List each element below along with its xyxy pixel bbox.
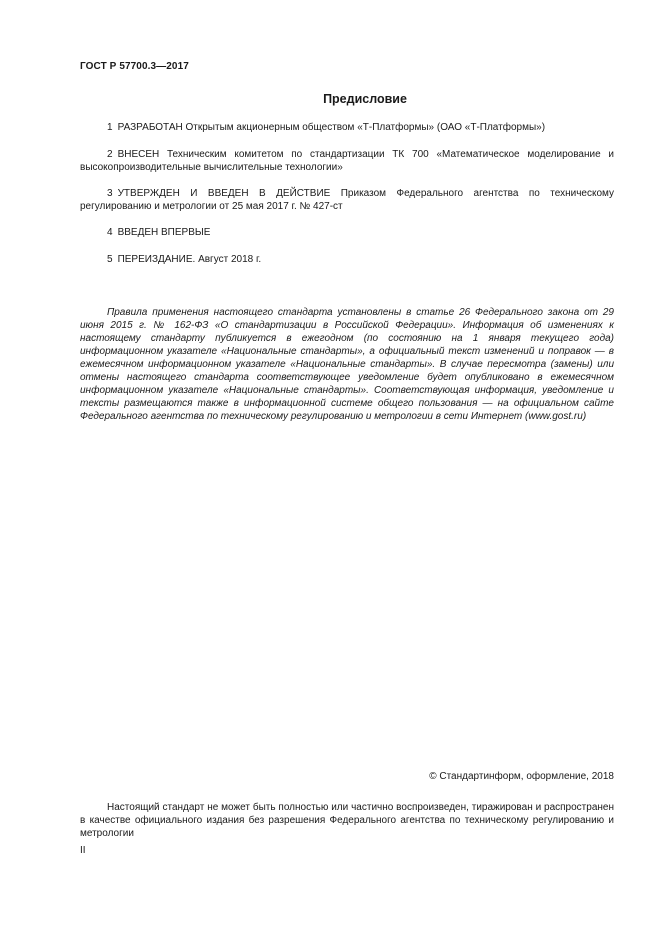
preface-item-text: ВНЕСЕН Техническим комитетом по стандартизации ТК 700 «Математическое моделирование и высокопроизводительные вычислительные технологии» — [80, 149, 614, 173]
preface-item — [80, 148, 614, 174]
page-number: II — [80, 845, 86, 856]
preface-item — [80, 187, 614, 213]
usage-notice: Правила применения настоящего стандарта установлены в статье 26 Федерального закона от 29 июня 2015 г. № 162-ФЗ «О стандартизации в Российской Федерации». Информация об изменениях к настоящему стандарту публикуется в ежегодном (по состоянию на 1 января текущего года) информационном указателе «Национальные стандарты», а официальный текст изменений и поправок — в ежемесячном информационном указателе «Национальные стандарты». В случае пересмотра (замены) или отмены настоящего стандарта соответствующее уведомление будет опубликовано в ежемесячном информационном указателе «Национальные стандарты». Соответствующая информация, уведомление и тексты размещаются также в информационной системе общего пользования — на официальном сайте Федерального агентства по техническому регулированию и метрологии в сети Интернет (www.gost.ru) — [80, 307, 614, 422]
preface-item-text: ВВЕДЕН ВПЕРВЫЕ — [117, 227, 211, 238]
preface-item-number: 3 — [107, 188, 113, 199]
copyright-line: © Стандартинформ, оформление, 2018 — [429, 771, 614, 782]
preface-item — [80, 226, 614, 239]
preface-item-number: 1 — [107, 122, 113, 133]
preface-item-text: ПЕРЕИЗДАНИЕ. Август 2018 г. — [117, 254, 262, 265]
preface-item — [80, 253, 614, 266]
preface-item-text: РАЗРАБОТАН Открытым акционерным обществом «Т-Платформы» (ОАО «Т-Платформы») — [117, 122, 546, 133]
preface-item-number: 5 — [107, 254, 113, 265]
preface-item — [80, 121, 614, 134]
document-code: ГОСТ Р 57700.3—2017 — [80, 61, 189, 72]
section-title: Предисловие — [323, 92, 407, 106]
preface-item-number: 2 — [107, 149, 113, 160]
preface-item-number: 4 — [107, 227, 113, 238]
preface-item-text: УТВЕРЖДЕН И ВВЕДЕН В ДЕЙСТВИЕ Приказом Федерального агентства по техническому регулированию и метрологии от 25 мая 2017 г. № 427-ст — [80, 188, 614, 212]
rights-notice: Настоящий стандарт не может быть полностью или частично воспроизведен, тиражирован и распространен в качестве официального издания без разрешения Федерального агентства по техническому регулированию и метрологии — [80, 802, 614, 839]
